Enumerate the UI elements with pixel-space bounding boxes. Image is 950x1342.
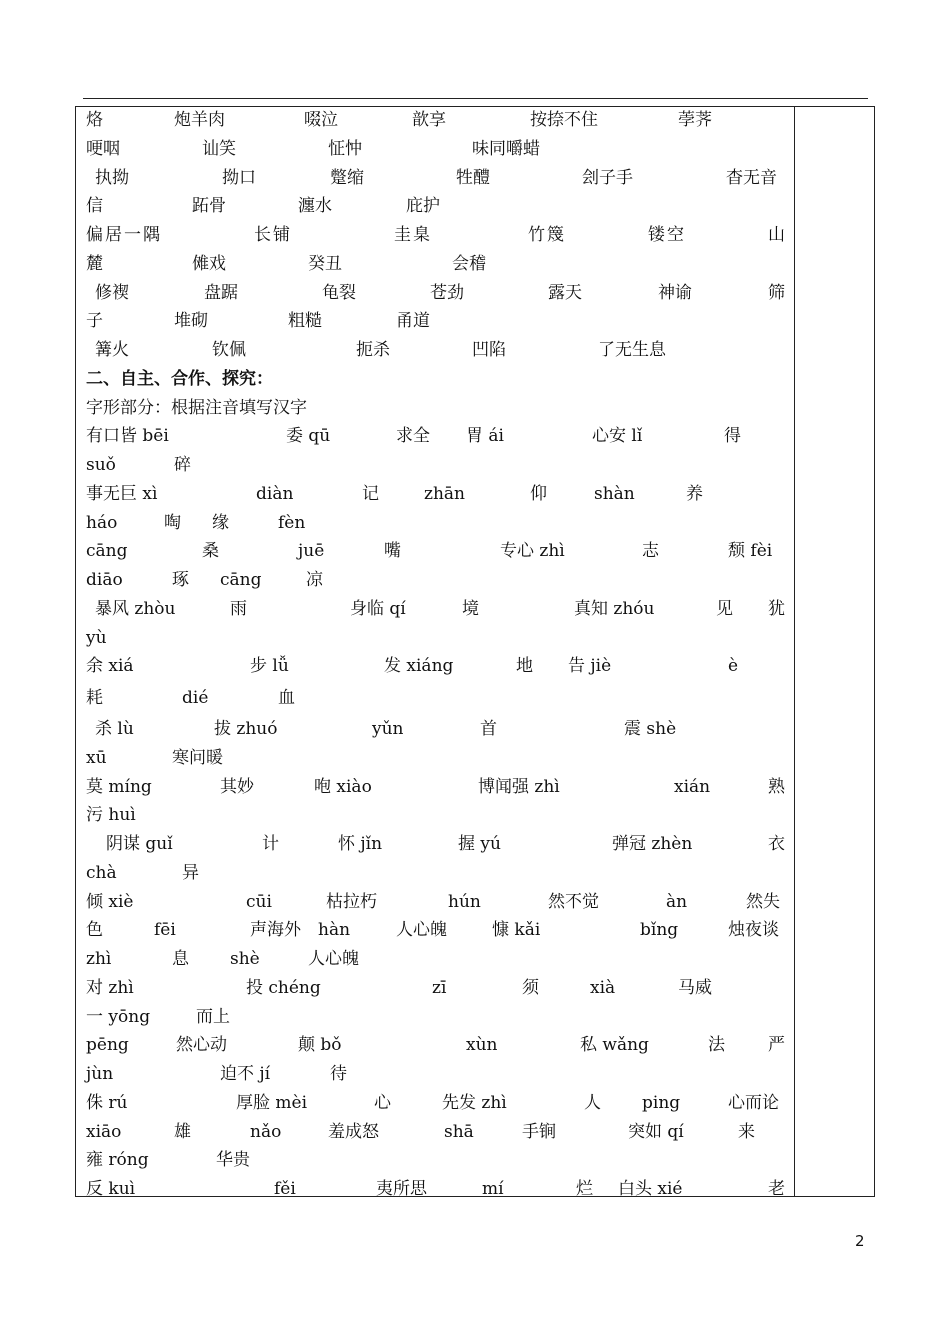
text-item: 突如 qí: [628, 1121, 684, 1142]
text-item: juē: [298, 541, 325, 562]
text-item: 修褉: [95, 282, 129, 303]
text-item: 傩戏: [192, 253, 226, 274]
text-line: [86, 307, 786, 336]
text-item: xiāo: [86, 1121, 122, 1142]
text-item: 杀 lù: [95, 719, 134, 739]
text-item: 歆享: [412, 110, 446, 130]
text-item: 拔 zhuó: [214, 719, 278, 739]
text-item: 长铺: [254, 225, 292, 245]
text-item: suǒ: [86, 455, 116, 475]
text-item: 苍劲: [430, 282, 464, 303]
text-item: 握 yú: [458, 834, 501, 854]
text-item: 而上: [196, 1006, 230, 1027]
text-item: bǐng: [640, 920, 679, 941]
text-line: [86, 279, 786, 308]
text-item: 余 xiá: [86, 656, 134, 677]
text-line: [86, 221, 786, 250]
text-item: cūi: [246, 891, 272, 912]
text-item: 麓: [86, 253, 103, 274]
text-line: [86, 773, 786, 802]
text-line: [86, 537, 786, 566]
text-item: 阴谋 guǐ: [106, 834, 173, 854]
text-item: 烙: [86, 110, 103, 130]
text-item: 瀍水: [298, 196, 332, 217]
text-line: [86, 916, 786, 945]
text-item: hàn: [318, 920, 351, 941]
text-item: 啕: [164, 512, 181, 533]
text-line: [86, 135, 786, 164]
text-item: 竹篾: [528, 225, 566, 245]
text-line: [86, 1175, 786, 1204]
text-item: 马威: [678, 977, 712, 998]
text-line: [86, 336, 786, 365]
text-item: 须: [522, 977, 539, 998]
text-item: 老: [768, 1179, 785, 1199]
heading-text: 二、自主、合作、探究：: [86, 368, 273, 389]
text-item: 记: [362, 483, 379, 504]
text-item: 养: [686, 483, 703, 504]
text-line: [86, 422, 786, 451]
text-item: 了无生息: [598, 340, 666, 360]
text-item: 拗口: [222, 167, 256, 188]
text-item: 烂: [576, 1179, 593, 1199]
text-item: 步 lǚ: [250, 656, 289, 677]
text-line: [86, 888, 786, 917]
text-item: 白头 xié: [618, 1179, 683, 1199]
text-item: 对 zhì: [86, 977, 134, 998]
text-item: ping: [642, 1092, 681, 1113]
text-item: 反 kuì: [86, 1179, 136, 1199]
text-item: 见: [716, 598, 733, 619]
text-item: 来: [738, 1121, 755, 1142]
text-item: 告 jiè: [568, 656, 612, 677]
text-item: mí: [482, 1179, 504, 1199]
text-line: [86, 106, 786, 135]
text-item: 碎: [174, 455, 191, 475]
text-line: [86, 624, 786, 653]
page-number: 2: [855, 1232, 865, 1250]
text-item: shā: [444, 1121, 474, 1142]
text-item: 堆砌: [174, 311, 208, 332]
text-item: chà: [86, 862, 117, 883]
text-item: 怔忡: [328, 138, 362, 159]
text-item: 刽子手: [582, 167, 633, 188]
text-item: 哽咽: [86, 138, 120, 159]
text-item: 执拗: [95, 167, 129, 188]
text-item: 血: [278, 688, 295, 708]
header-rule: [83, 98, 868, 99]
text-item: 华贵: [216, 1150, 250, 1171]
text-item: 迫不 jí: [220, 1064, 271, 1084]
text-item: 颓 fèi: [728, 541, 773, 562]
text-line: [86, 1146, 786, 1175]
text-item: 寒问暖: [172, 747, 223, 768]
text-item: 人心魄: [308, 949, 359, 969]
text-line: [86, 1031, 786, 1060]
text-item: 山: [768, 225, 785, 245]
text-item: 暴风 zhòu: [95, 598, 176, 619]
text-item: 心: [374, 1092, 391, 1113]
text-item: 异: [182, 862, 199, 883]
text-item: 炮羊肉: [174, 110, 225, 130]
text-item: xià: [590, 977, 616, 998]
text-item: 钦佩: [212, 340, 246, 360]
section-heading: [86, 365, 786, 394]
text-item: 烛夜谈: [728, 920, 779, 941]
text-item: 桑: [202, 541, 219, 562]
text-item: 凉: [306, 570, 323, 590]
text-item: 严: [768, 1035, 785, 1056]
text-line: [86, 945, 786, 974]
text-item: 志: [642, 541, 659, 562]
text-item: 胃 ái: [466, 426, 504, 447]
text-item: 人: [584, 1092, 601, 1113]
text-item: shàn: [594, 483, 635, 504]
text-line: [86, 480, 786, 509]
text-item: shè: [230, 949, 260, 969]
text-item: 羞成怒: [328, 1121, 379, 1142]
text-item: 杳无音: [726, 167, 777, 188]
text-item: 凹陷: [472, 340, 506, 360]
text-item: 厚脸 mèi: [236, 1092, 308, 1113]
text-item: xùn: [466, 1035, 498, 1056]
text-item: 雍 róng: [86, 1150, 149, 1171]
text-item: 雄: [174, 1121, 191, 1142]
text-item: 啜泣: [304, 110, 338, 130]
text-item: 声海外: [250, 920, 301, 941]
text-item: 庇护: [406, 196, 440, 217]
text-item: 雨: [230, 598, 247, 619]
text-item: 首: [480, 719, 497, 739]
text-item: 牲醴: [456, 167, 490, 188]
text-item: 侏 rú: [86, 1092, 128, 1113]
text-line: [86, 830, 786, 859]
text-item: háo: [86, 512, 118, 533]
text-item: 颠 bǒ: [298, 1035, 342, 1056]
text-item: 私 wǎng: [580, 1035, 649, 1056]
text-item: cāng: [220, 570, 262, 590]
text-item: dié: [182, 688, 209, 708]
text-item: 癸丑: [308, 253, 342, 274]
text-line: [86, 509, 786, 538]
text-item: 求全: [396, 426, 430, 447]
text-item: 其妙: [220, 776, 254, 797]
text-item: 露天: [548, 282, 582, 303]
text-item: 污 huì: [86, 805, 136, 826]
text-item: fěi: [274, 1179, 296, 1199]
text-line: [86, 681, 786, 715]
text-item: 专心 zhì: [500, 541, 565, 562]
text-item: 会稽: [452, 253, 486, 274]
text-line: [86, 859, 786, 888]
text-item: 然不觉: [548, 891, 599, 912]
text-item: 嘴: [384, 541, 401, 562]
text-line: [86, 652, 786, 681]
text-item: 琢: [172, 570, 189, 590]
text-item: 事无巨 xì: [86, 483, 158, 504]
text-item: nǎo: [250, 1121, 282, 1142]
text-item: 甬道: [396, 311, 430, 332]
text-item: 待: [330, 1064, 347, 1084]
text-line: [86, 451, 786, 480]
text-item: 圭臬: [394, 225, 432, 245]
text-item: 子: [86, 311, 103, 332]
text-item: 有口皆 bēi: [86, 426, 169, 447]
text-item: àn: [666, 891, 688, 912]
text-item: cāng: [86, 541, 128, 562]
instruction-text: 字形部分：根据注音填写汉字: [86, 397, 307, 418]
document-content: [86, 106, 786, 1204]
text-item: 莫 míng: [86, 776, 152, 797]
text-item: 衣: [768, 834, 785, 854]
text-item: 心安 lǐ: [592, 426, 643, 447]
text-item: 蹩缩: [330, 167, 364, 188]
text-item: 筛: [768, 282, 785, 303]
text-item: zhì: [86, 949, 112, 969]
table-column-divider: [794, 106, 795, 1197]
text-item: 弹冠 zhèn: [612, 834, 693, 854]
text-item: 粗糙: [288, 311, 322, 332]
text-item: 荸荠: [678, 110, 712, 130]
text-item: 信: [86, 196, 103, 217]
text-item: 手锏: [522, 1121, 556, 1142]
text-item: xián: [674, 776, 711, 797]
text-item: 偏居一隅: [86, 225, 162, 245]
text-item: yǔn: [372, 719, 404, 739]
text-item: 熟: [768, 776, 785, 797]
text-item: pēng: [86, 1035, 129, 1056]
text-item: 慷 kǎi: [492, 920, 541, 941]
text-item: 跖骨: [192, 196, 226, 217]
text-line: [86, 1089, 786, 1118]
text-line: [86, 595, 786, 624]
text-item: 然心动: [176, 1035, 227, 1056]
text-item: 计: [262, 834, 279, 854]
text-item: 息: [172, 949, 189, 969]
text-item: 耗: [86, 688, 103, 708]
text-item: fēi: [154, 920, 176, 941]
text-item: 真知 zhóu: [574, 598, 655, 619]
text-line: [86, 394, 786, 423]
text-item: 咆 xiào: [314, 776, 372, 797]
text-item: xū: [86, 747, 107, 768]
text-item: zhān: [424, 483, 465, 504]
text-item: 先发 zhì: [442, 1092, 507, 1113]
text-item: 神谕: [658, 282, 692, 303]
text-item: 味同嚼蜡: [472, 138, 540, 159]
text-item: 盘踞: [204, 282, 238, 303]
text-item: diàn: [256, 483, 294, 504]
text-item: 委 qū: [286, 426, 331, 447]
text-line: [86, 974, 786, 1003]
text-line: [86, 801, 786, 830]
text-line: [86, 164, 786, 193]
text-item: 缘: [212, 512, 229, 533]
text-item: 怀 jǐn: [338, 834, 383, 854]
text-item: 色: [86, 920, 103, 941]
text-item: 仰: [530, 483, 547, 504]
text-item: 地: [516, 656, 533, 677]
text-item: è: [728, 656, 739, 677]
text-line: [86, 192, 786, 221]
text-item: fèn: [278, 512, 306, 533]
text-line: [86, 715, 786, 744]
text-item: 身临 qí: [350, 598, 406, 619]
text-line: [86, 566, 786, 595]
text-item: 篝火: [95, 340, 129, 360]
text-item: 镂空: [648, 225, 686, 245]
text-item: 扼杀: [356, 340, 390, 360]
text-item: 发 xiáng: [384, 656, 454, 677]
text-item: hún: [448, 891, 481, 912]
text-item: 夷所思: [376, 1179, 427, 1199]
text-item: 龟裂: [322, 282, 356, 303]
text-item: diāo: [86, 570, 123, 590]
text-item: jùn: [86, 1064, 114, 1084]
text-item: 按捺不住: [530, 110, 598, 130]
text-item: 境: [462, 598, 479, 619]
text-item: 一 yōng: [86, 1006, 151, 1027]
text-item: 人心魄: [396, 920, 447, 941]
text-line: [86, 1060, 786, 1089]
text-item: 倾 xiè: [86, 891, 134, 912]
text-line: [86, 1118, 786, 1147]
text-line: [86, 1003, 786, 1032]
text-item: 投 chéng: [246, 977, 321, 998]
text-item: 震 shè: [624, 719, 677, 739]
text-item: 法: [708, 1035, 725, 1056]
text-item: yù: [86, 627, 107, 648]
text-line: [86, 744, 786, 773]
text-item: 得: [724, 426, 741, 447]
text-item: 犹: [768, 598, 785, 619]
text-line: [86, 250, 786, 279]
text-item: zī: [432, 977, 447, 998]
text-item: 博闻强 zhì: [478, 776, 560, 797]
text-item: 然失: [746, 891, 780, 912]
text-item: 枯拉朽: [326, 891, 377, 912]
text-item: 心而论: [728, 1092, 779, 1113]
text-item: 讪笑: [202, 138, 236, 159]
